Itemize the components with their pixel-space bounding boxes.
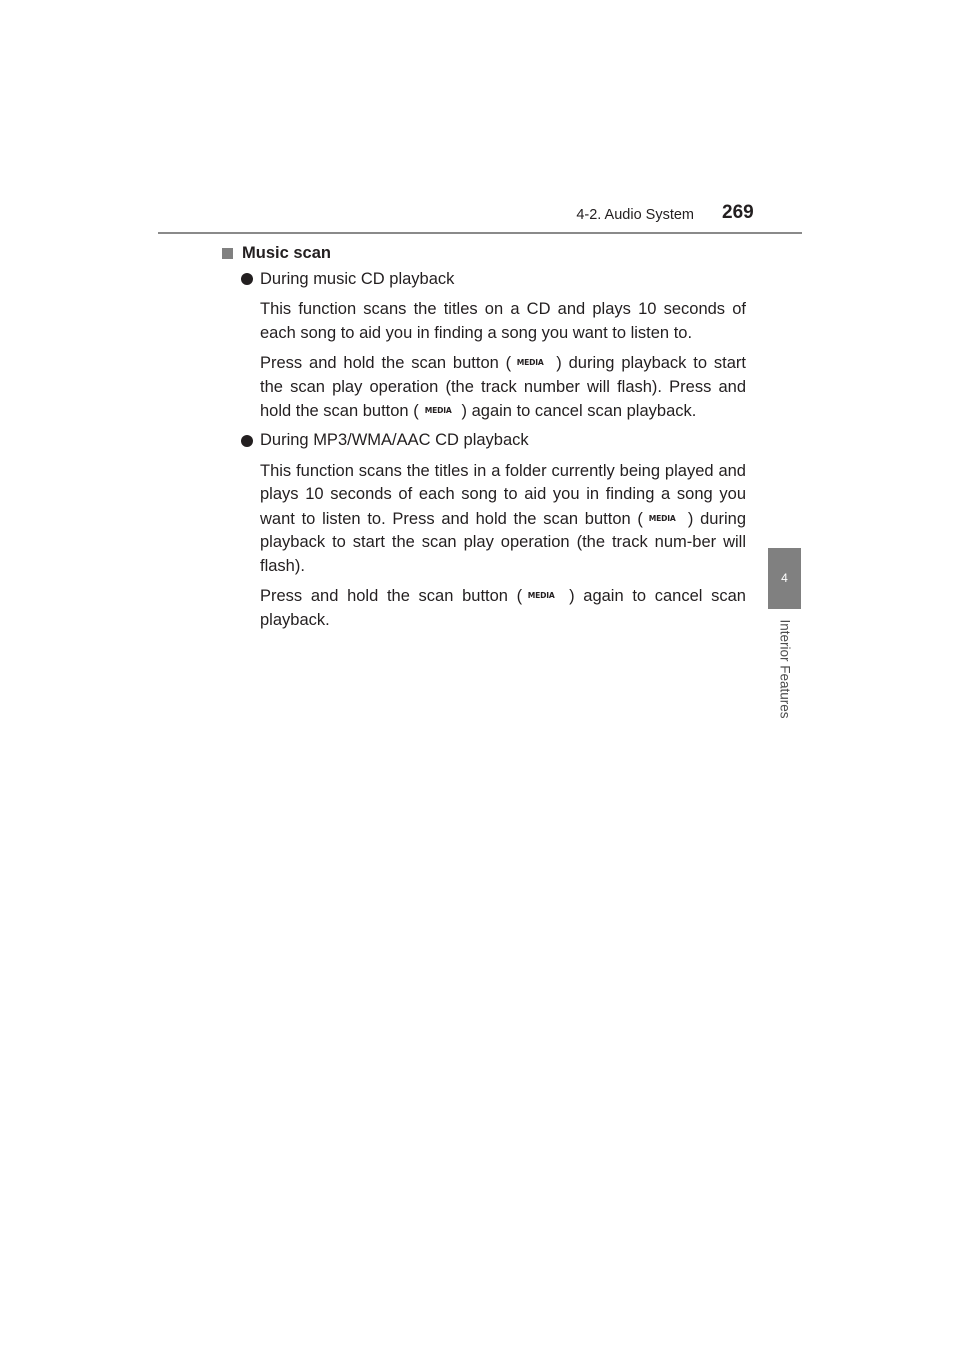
header-rule <box>158 232 802 234</box>
section-heading <box>222 240 746 266</box>
media-button-icon: MEDIA <box>648 513 676 523</box>
paragraph: Press and hold the scan button ( MEDIA ) again to cancel scan playback. <box>260 584 746 632</box>
page-number: 269 <box>722 202 754 223</box>
bullet-item <box>241 266 746 292</box>
media-button-icon: MEDIA <box>516 358 544 367</box>
chapter-tab[interactable]: 4 <box>768 548 801 609</box>
bullet-item <box>241 428 746 454</box>
paragraph: This function scans the titles on a CD and plays 10 seconds of each song to aid you in finding a song you want to listen to. <box>260 300 746 342</box>
circle-bullet-icon <box>241 273 253 285</box>
header-section: 4-2. Audio System <box>576 207 694 223</box>
media-button-icon: MEDIA <box>527 591 555 600</box>
content <box>222 240 746 636</box>
paragraph: This function scans the titles in a folder currently being played and plays 10 seconds of each song to aid you in finding a song you want to listen to. Press and hold the scan button ( MEDIA ) during playback to start the scan play operation (the track num-ber will flash). <box>260 461 746 575</box>
paragraph: Press and hold the scan button ( MEDIA ) during playback to start the scan play operation (the track number will flash). Press and hold the scan button ( MEDIA ) again to cancel scan playback. <box>260 351 746 424</box>
section-title: Music scan <box>242 243 331 262</box>
media-button-icon: MEDIA <box>424 406 452 415</box>
chapter-label: Interior Features <box>777 619 793 719</box>
bullet-title: During MP3/WMA/AAC CD playback <box>260 431 529 449</box>
circle-bullet-icon <box>241 435 253 447</box>
square-bullet-icon <box>222 248 233 259</box>
bullet-title: During music CD playback <box>260 269 455 288</box>
